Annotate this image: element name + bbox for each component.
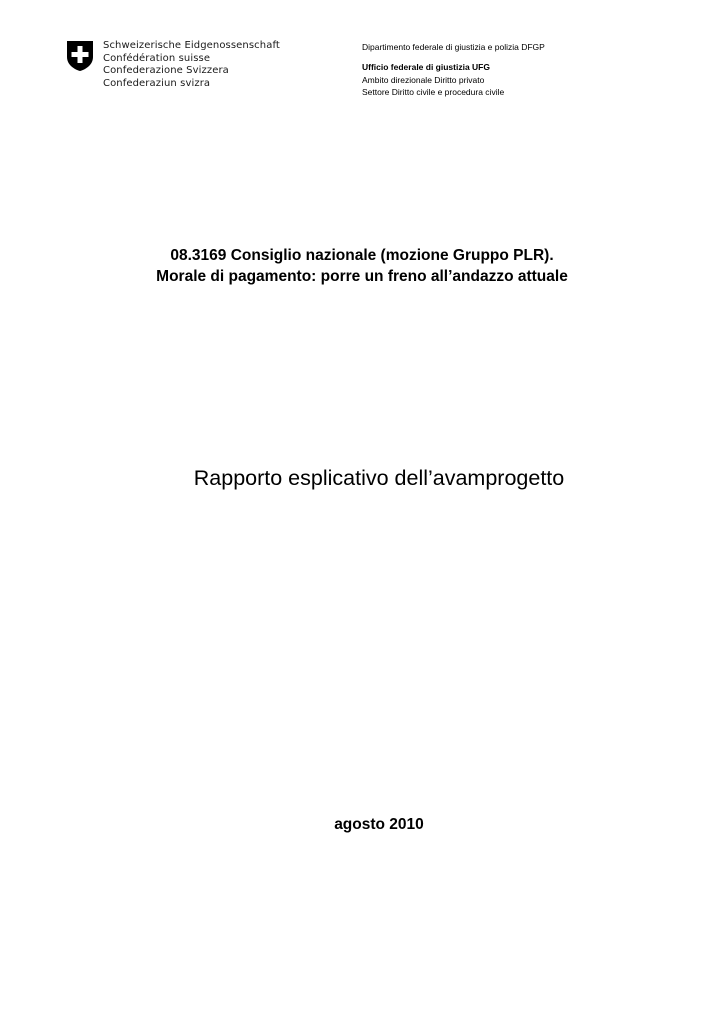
department-block bbox=[362, 42, 545, 99]
department-name: Dipartimento federale di giustizia e polizia DFGP bbox=[362, 42, 545, 52]
confederation-name-romansh: Confederaziun svizra bbox=[103, 78, 211, 90]
office-block bbox=[362, 61, 545, 99]
confederation-names bbox=[103, 40, 280, 91]
division-name: Ambito direzionale Diritto privato bbox=[362, 74, 485, 85]
confederation-name-italian: Confederazione Svizzera bbox=[103, 65, 229, 77]
confederation-name-french: Confédération suisse bbox=[103, 52, 211, 64]
report-title: Rapporto esplicativo dell’avamprogetto bbox=[193, 466, 565, 490]
document-date: agosto 2010 bbox=[334, 816, 424, 833]
swiss-cross-shield-icon bbox=[66, 40, 94, 72]
motion-title-line-1: 08.3169 Consiglio nazionale (mozione Gruppo PLR). bbox=[170, 247, 554, 264]
confederation-name-german: Schweizerische Eidgenossenschaft bbox=[103, 40, 280, 51]
motion-title bbox=[0, 245, 724, 287]
office-name: Ufficio federale di giustizia UFG bbox=[362, 62, 490, 72]
motion-title-line-2: Morale di pagamento: porre un freno all’andazzo attuale bbox=[156, 268, 568, 285]
section-name: Settore Diritto civile e procedura civile bbox=[362, 87, 505, 97]
